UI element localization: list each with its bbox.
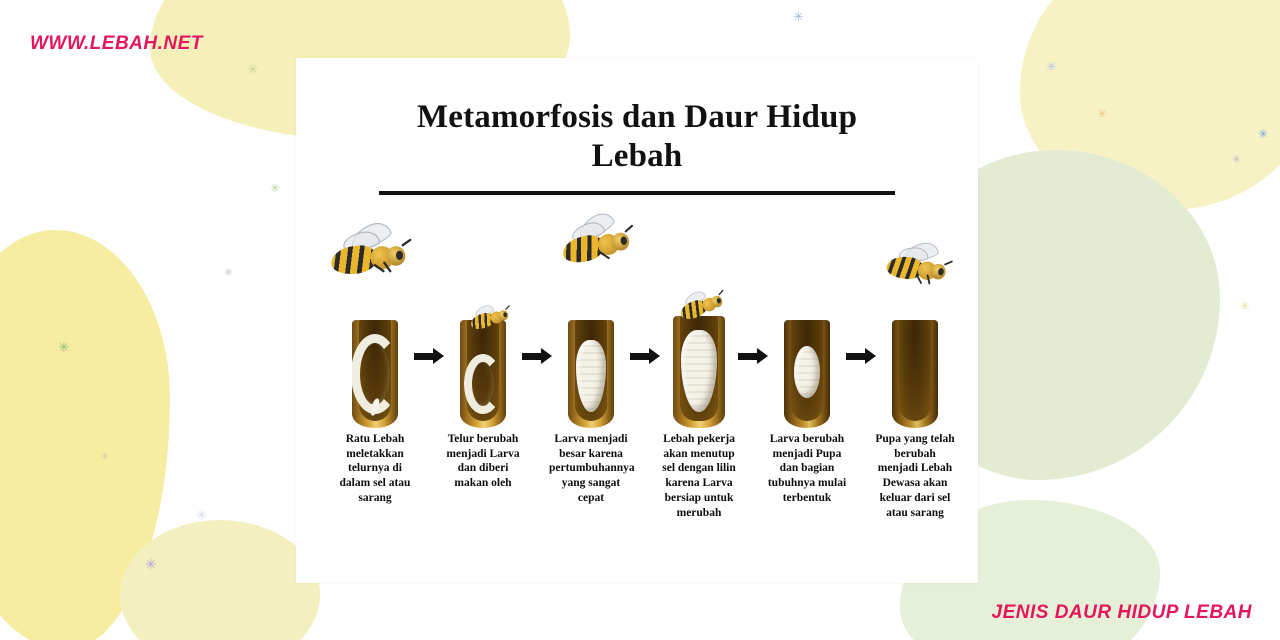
- sparkle-icon: ✳: [247, 61, 259, 77]
- sparkle-icon: ✳: [196, 507, 208, 523]
- lifecycle-stage-3: [549, 218, 635, 506]
- honeycomb-cell: [892, 320, 938, 428]
- pupa-in-cell-icon: [768, 218, 846, 428]
- page-title-line-2: Lebah: [591, 137, 683, 174]
- pupa-shape: [794, 346, 820, 398]
- site-watermark-top-left: WWW.LEBAH.NET: [30, 33, 203, 54]
- arrow-right-icon: [738, 348, 768, 364]
- stage-caption: Ratu Lebah meletakkan telurnya di dalam sel atau sarang: [339, 433, 411, 504]
- adult-bee-emerging-icon: [876, 218, 954, 428]
- sparkle-icon: ✳: [58, 339, 70, 355]
- honeycomb-cell: [568, 320, 614, 428]
- sparkle-icon: ✳: [1232, 154, 1242, 166]
- larva-shape: [464, 354, 502, 414]
- arrow-right-icon: [522, 348, 552, 364]
- adult-bee-icon: [878, 238, 952, 302]
- honeycomb-cell: [352, 320, 398, 428]
- stage-caption: Larva menjadi besar karena pertumbuhannya yang sangat cepat: [549, 433, 635, 504]
- arrow-right-icon: [846, 348, 876, 364]
- bee-feeding-larva-icon: [444, 218, 522, 428]
- lifecycle-stage-6: [876, 218, 954, 520]
- honeycomb-cell: [673, 316, 725, 428]
- lifecycle-stage-4: [660, 218, 738, 520]
- page-title-line-1: Metamorfosis dan Daur Hidup: [416, 99, 858, 135]
- title-divider: [379, 191, 895, 195]
- larva-growing-icon: [552, 218, 630, 428]
- stage-caption: Lebah pekerja akan menutup sel dengan lilin karena Larva bersiap untuk merubah: [662, 433, 736, 519]
- sparkle-icon: ✳: [145, 556, 157, 572]
- worker-bee-icon: [465, 300, 512, 340]
- sparkle-icon: ✳: [270, 181, 281, 195]
- sparkle-icon: ✳: [1046, 59, 1057, 74]
- lifecycle-stage-1: [336, 218, 414, 506]
- lifecycle-stages-row: [336, 218, 955, 548]
- arrow-right-icon: [630, 348, 660, 364]
- stage-caption: Pupa yang telah berubah menjadi Lebah Dewasa akan keluar dari sel atau sarang: [875, 433, 955, 519]
- sparkle-icon: ✳: [1258, 127, 1269, 141]
- lifecycle-stage-2: [444, 218, 522, 491]
- sparkle-icon: ✳: [224, 267, 234, 279]
- page-title: [296, 58, 978, 175]
- stage-caption: Telur berubah menjadi Larva dan diberi makan oleh: [446, 433, 520, 490]
- worker-bee-capping-cell-icon: [660, 218, 738, 428]
- worker-bee-icon: [555, 215, 634, 281]
- honeycomb-cell: [784, 320, 830, 428]
- sparkle-icon: ✳: [100, 451, 110, 463]
- queen-bee-icon: [326, 228, 407, 293]
- lifecycle-stage-5: [768, 218, 846, 506]
- sparkle-icon: ✳: [1097, 107, 1108, 121]
- queen-bee-on-cell-icon: [336, 218, 414, 428]
- arrow-right-icon: [414, 348, 444, 364]
- sparkle-icon: ✳: [1240, 299, 1251, 313]
- title-watermark-bottom-right: JENIS DAUR HIDUP LEBAH: [991, 602, 1252, 623]
- diagram-card: [296, 58, 978, 583]
- stage-caption: Larva berubah menjadi Pupa dan bagian tubuhnya mulai terbentuk: [767, 433, 847, 504]
- sparkle-icon: ✳: [793, 9, 804, 24]
